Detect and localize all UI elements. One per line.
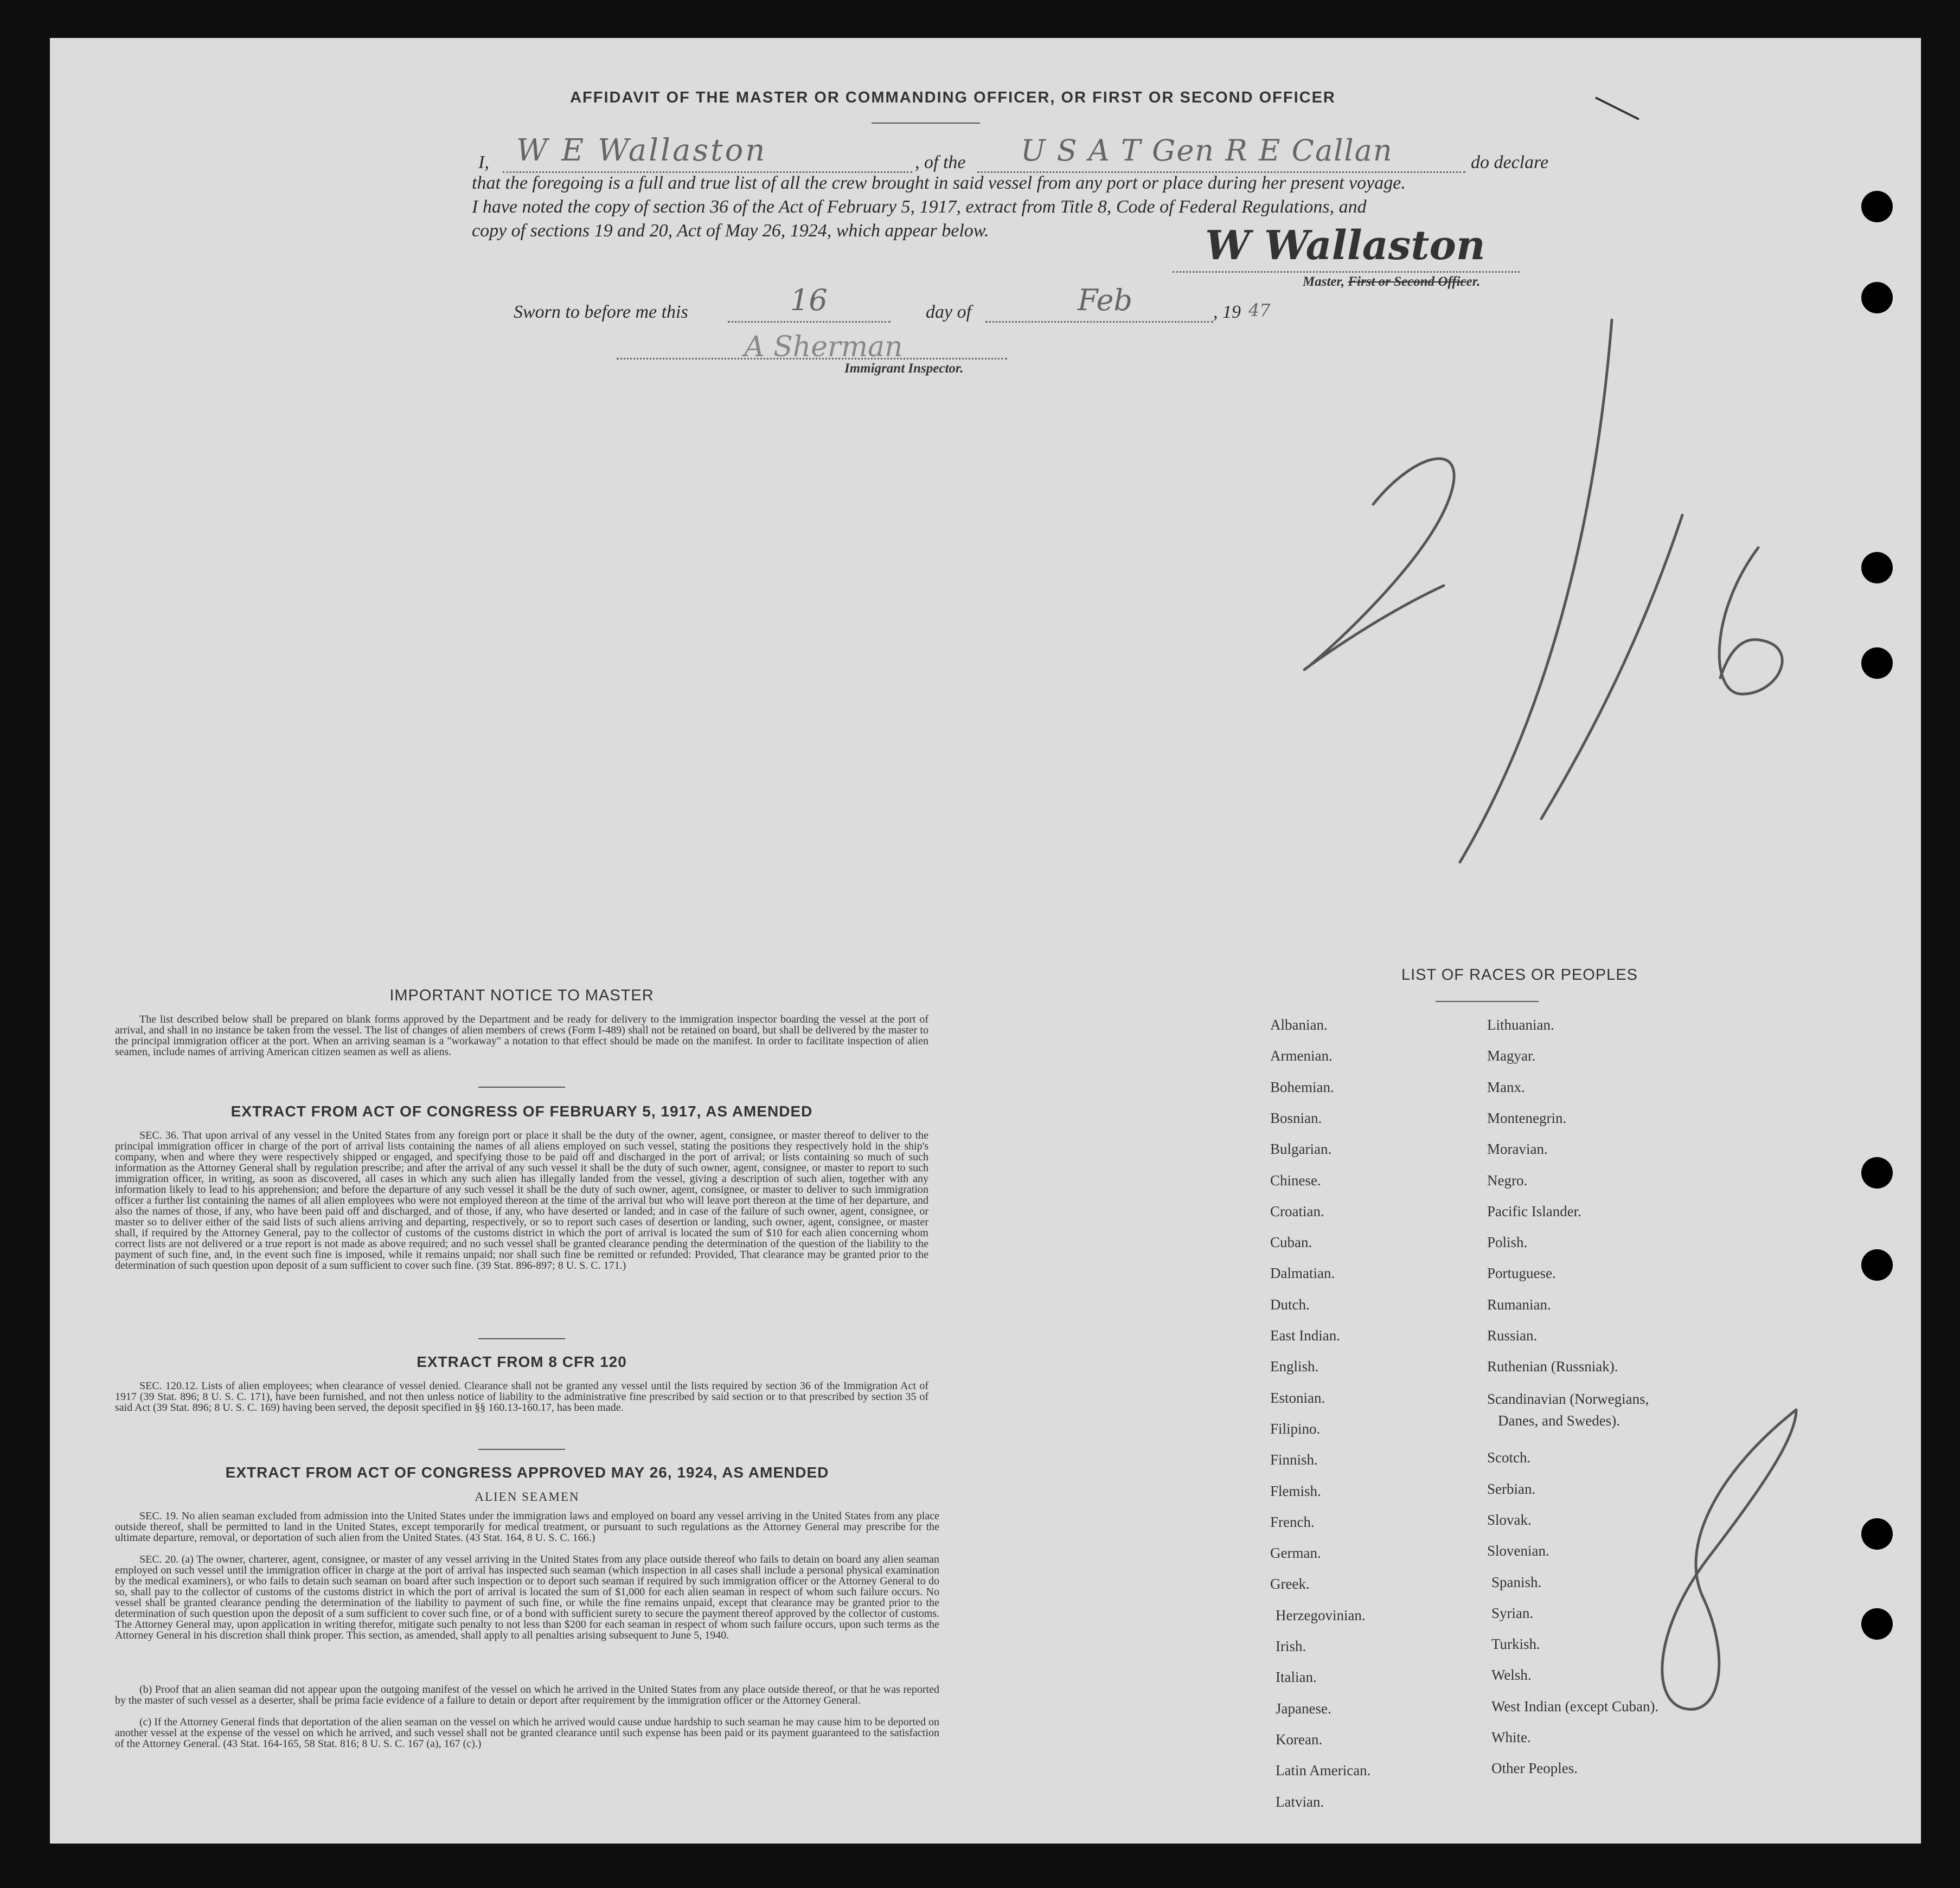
sec20a-text: SEC. 20. (a) The owner, charterer, agent, consignee, or master of any vessel arriving in the United States from any place outside thereof who fails to detain on board any alien seaman employed on such vessel until the immigration officer in charge at the port of arrival has inspected such seaman (which inspection in all cases shall include a personal physical examination by the medical examiners), or who fails to detain such seaman on board after such inspection or to deport such seaman if required by such immigration officer or the Attorney General to do so, shall pay to the collector of customs of the customs district in which the port of arrival is located the sum of $1,000 for each alien seaman in respect of whom such failure occurs. No vessel shall be granted clearance pending the determination of the liability to payment of such fine, or while the fine remains unpaid, except that clearance may be granted prior to the determination of such question upon the deposit of a sum sufficient to cover such fine, or of a bond with sufficient surety to secure the payment thereof approved by the collector of customs. The Attorney General may, upon application in writing therefor, mitigate such penalty to not less than $200 for each seaman in respect of whom such failure occurs, upon such terms as the Attorney General in his discretion shall think proper. This section, as amended, shall apply to all penalties arising subsequent to June 5, 1940. bbox=[115, 1553, 939, 1641]
race-item: Manx. bbox=[1487, 1079, 1525, 1095]
race-item: Serbian. bbox=[1487, 1481, 1536, 1497]
extract-1924-heading: EXTRACT FROM ACT OF CONGRESS APPROVED MAY 26, 1924, AS AMENDED bbox=[225, 1464, 829, 1481]
sworn-day: 16 bbox=[790, 283, 828, 317]
race-item: Scotch. bbox=[1487, 1449, 1531, 1466]
race-item: Scandinavian (Norwegians, bbox=[1487, 1391, 1649, 1407]
race-item: Montenegrin. bbox=[1487, 1110, 1567, 1126]
binder-hole bbox=[1861, 191, 1893, 222]
document-page bbox=[50, 38, 1921, 1844]
race-item: Bulgarian. bbox=[1270, 1141, 1332, 1157]
race-item: Bosnian. bbox=[1270, 1110, 1322, 1126]
binder-hole bbox=[1861, 647, 1893, 679]
race-item: Moravian. bbox=[1487, 1141, 1548, 1157]
race-item: Cuban. bbox=[1270, 1234, 1312, 1250]
do-declare: do declare bbox=[1471, 152, 1549, 172]
race-item: Magyar. bbox=[1487, 1048, 1536, 1064]
race-item: Ruthenian (Russniak). bbox=[1487, 1358, 1618, 1375]
binder-hole bbox=[1861, 282, 1893, 313]
sec19-text: SEC. 19. No alien seaman excluded from admission into the United States under the immigration laws and employed on board any vessel arriving in the United States from any place outside thereof, shall be permitted to land in the United States, except temporarily for medical treatment, or pursuant to such regulations as the Attorney General may prescribe for the ultimate departure, removal, or deportation of such alien from the United States. (43 Stat. 164, 8 U. S. C. 166.) bbox=[115, 1510, 939, 1544]
caption-struck: First or Second Offic bbox=[1348, 274, 1466, 289]
race-item: Rumanian. bbox=[1487, 1296, 1551, 1313]
race-item: Japanese. bbox=[1276, 1700, 1331, 1717]
race-item: Italian. bbox=[1276, 1669, 1317, 1685]
race-item: Flemish. bbox=[1270, 1483, 1321, 1499]
race-item: Albanian. bbox=[1270, 1017, 1328, 1033]
race-item: White. bbox=[1491, 1729, 1531, 1745]
race-item: German. bbox=[1270, 1545, 1321, 1561]
binder-hole bbox=[1861, 552, 1893, 583]
race-item: Filipino. bbox=[1270, 1421, 1321, 1437]
binder-hole bbox=[1861, 1608, 1893, 1640]
notice-text: The list described below shall be prepared on blank forms approved by the Department and be ready for delivery to the immigration inspector boarding the vessel at the port of arrival, and shall in no instance be taken from the vessel. The list of changes of alien members of crews (Form I-489) shall not be retained on board, but shall be delivered by the master to the principal immigration officer at the port. When an arriving seaman is a "workaway" a notation to that effect should be made on the manifest. In order to facilitate inspection of alien seamen, include names of arriving American citizen seamen as well as aliens. bbox=[115, 1013, 928, 1058]
notice-heading: IMPORTANT NOTICE TO MASTER bbox=[389, 987, 654, 1004]
race-item: Polish. bbox=[1487, 1234, 1528, 1250]
race-item: Welsh. bbox=[1491, 1667, 1532, 1683]
race-item: Chinese. bbox=[1270, 1172, 1321, 1189]
race-item: Croatian. bbox=[1270, 1203, 1324, 1219]
alien-seamen-subheading: ALIEN SEAMEN bbox=[475, 1490, 580, 1504]
race-item: Negro. bbox=[1487, 1172, 1528, 1189]
race-item: Herzegovinian. bbox=[1276, 1607, 1366, 1623]
of-the: , of the bbox=[915, 152, 966, 172]
race-item: Greek. bbox=[1270, 1576, 1310, 1592]
caption-prefix: Master, bbox=[1303, 274, 1348, 289]
race-item: Turkish. bbox=[1491, 1636, 1540, 1652]
race-item: Finnish. bbox=[1270, 1452, 1318, 1468]
year-prefix: , 19 bbox=[1213, 302, 1241, 322]
race-item: Spanish. bbox=[1491, 1574, 1542, 1590]
race-item: English. bbox=[1270, 1358, 1319, 1375]
pencil-annotations bbox=[50, 38, 1921, 1844]
race-item: Dutch. bbox=[1270, 1296, 1310, 1313]
corner-tick-mark bbox=[1596, 98, 1639, 119]
extract-1917-heading: EXTRACT FROM ACT OF CONGRESS OF FEBRUARY 5, 1917, AS AMENDED bbox=[230, 1103, 813, 1120]
i-prefix: I, bbox=[478, 152, 489, 172]
inspector-caption: Immigrant Inspector. bbox=[844, 361, 964, 376]
extract-8cfr-text: SEC. 120.12. Lists of alien employees; when clearance of vessel denied. Clearance shall not be granted any vessel until the lists required by section 36 of the Immigration Act of 1917 (39 Stat. 896; 8 U. S. C. 171), have been furnished, and not then unless notice of liability to the administrative fine prescribed by said section or to that prescribed by section 35 of said Act (39 Stat. 896; 8 U. S. C. 169) having been served, the deposit specified in §§ 160.13-160.17, has been made. bbox=[115, 1380, 928, 1414]
race-item: Slovak. bbox=[1487, 1512, 1532, 1528]
master-name: W E Wallaston bbox=[516, 133, 767, 168]
race-item: Latvian. bbox=[1276, 1794, 1324, 1810]
sworn-month: Feb bbox=[1078, 283, 1133, 317]
race-item: Latin American. bbox=[1276, 1762, 1371, 1778]
race-item: East Indian. bbox=[1270, 1327, 1340, 1344]
extract-8cfr-heading: EXTRACT FROM 8 CFR 120 bbox=[417, 1353, 627, 1370]
race-item: Other Peoples. bbox=[1491, 1760, 1578, 1776]
race-item: Irish. bbox=[1276, 1638, 1306, 1654]
binder-hole bbox=[1861, 1518, 1893, 1550]
race-item: French. bbox=[1270, 1514, 1315, 1530]
affidavit-title: AFFIDAVIT OF THE MASTER OR COMMANDING OFFICER, OR FIRST OR SECOND OFFICER bbox=[570, 89, 1336, 106]
race-item: Armenian. bbox=[1270, 1048, 1333, 1064]
race-item: Estonian. bbox=[1270, 1390, 1325, 1406]
inspector-signature: A Sherman bbox=[744, 331, 903, 363]
sec20c-text: (c) If the Attorney General finds that deportation of the alien seaman on the vessel on which he arrived would cause undue hardship to such seaman he may cause him to be deported on another vessel at the expense of the vessel on which he arrived, and such vessel shall not be granted clearance until such expense has been paid or its payment guaranteed to the satisfaction of the Attorney General. (43 Stat. 164-165, 58 Stat. 816; 8 U. S. C. 167 (a), 167 (c).) bbox=[115, 1716, 939, 1750]
race-item: Syrian. bbox=[1491, 1605, 1534, 1621]
race-item: Danes, and Swedes). bbox=[1498, 1412, 1620, 1429]
affidavit-line3: I have noted the copy of section 36 of the Act of February 5, 1917, extract from Title 8, Code of Federal Regulations, and bbox=[472, 197, 1367, 217]
year-suffix: 47 bbox=[1248, 300, 1271, 320]
race-item: Russian. bbox=[1487, 1327, 1538, 1344]
race-item: Lithuanian. bbox=[1487, 1017, 1554, 1033]
binder-hole bbox=[1861, 1157, 1893, 1189]
affidavit-line2: that the foregoing is a full and true list of all the crew brought in said vessel from any port or place during her present voyage. bbox=[472, 173, 1406, 193]
number-2-16-mark bbox=[1304, 320, 1782, 862]
affidavit-line4: copy of sections 19 and 20, Act of May 26, 1924, which appear below. bbox=[472, 221, 989, 241]
race-item: Portuguese. bbox=[1487, 1265, 1556, 1281]
day-of: day of bbox=[926, 302, 972, 322]
vessel-name: U S A T Gen R E Callan bbox=[1021, 133, 1393, 168]
master-signature: W Wallaston bbox=[1205, 222, 1485, 269]
race-item: Slovenian. bbox=[1487, 1543, 1549, 1559]
race-item: Pacific Islander. bbox=[1487, 1203, 1581, 1219]
extract-1917-text: SEC. 36. That upon arrival of any vessel in the United States from any foreign port or place it shall be the duty of the owner, agent, consignee, or master thereof to deliver to the principal immigration officer in charge of the port of arrival lists containing the names of all aliens employed on such vessel, stating the positions they respectively hold in the ship's company, when and where they were respectively shipped or engaged, and specifying those to be paid off and discharged in the port of arrival; or lists containing so much of such information as the Attorney General shall by regulation prescribe; and after the arrival of any such vessel it shall be the duty of such owner, agent, consignee, or master to report to such immigration officer, in writing, as soon as discovered, all cases in which any such alien has illegally landed from the vessel, giving a description of such alien, together with any information likely to lead to his apprehension; and before the departure of any such vessel it shall be the duty of such owner, agent, consignee, or master to deliver to such immigration officer a further list containing the names of all alien employees who were not employed thereon at the time of the arrival but who will leave port thereon at the time of her departure, and also the names of those, if any, who have been paid off and discharged, and of those, if any, who have deserted or landed; and in case of the failure of such owner, agent, consignee, or master so to deliver either of the said lists of such aliens arriving and departing, respectively, or so to report such cases of desertion or landing, such owner, agent, consignee, or master shall, if required by the Attorney General, pay to the collector of customs of the customs district in which the port of arrival is located the sum of $10 for each alien concerning whom correct lists are not delivered or a true report is not made as above required; and no such vessel shall be granted clearance pending the determination of the question of the liability to the payment of such fine, and, in the event such fine is imposed, while it remains unpaid; nor shall such fine be remitted or refunded: Provided, That clearance may be granted prior to the determination of such question upon deposit of a sum sufficient to cover such fine. (39 Stat. 896-897; 8 U. S. C. 171.) bbox=[115, 1129, 928, 1271]
race-item: West Indian (except Cuban). bbox=[1491, 1698, 1659, 1714]
race-item: Korean. bbox=[1276, 1731, 1323, 1748]
races-heading: LIST OF RACES OR PEOPLES bbox=[1401, 966, 1638, 984]
number-8-mark bbox=[1662, 1410, 1796, 1709]
binder-hole bbox=[1861, 1249, 1893, 1281]
sec20b-text: (b) Proof that an alien seaman did not appear upon the outgoing manifest of the vessel on which he arrived in the United States from any place outside thereof, or that he was reported by the master of such vessel as a deserter, shall be prima facie evidence of a failure to detain or deport after requirement by the immigration officer or the Attorney General. bbox=[115, 1684, 939, 1706]
race-item: Dalmatian. bbox=[1270, 1265, 1335, 1281]
race-item: Bohemian. bbox=[1270, 1079, 1334, 1095]
caption-suffix: er. bbox=[1466, 274, 1481, 289]
sworn-text: Sworn to before me this bbox=[514, 302, 688, 322]
